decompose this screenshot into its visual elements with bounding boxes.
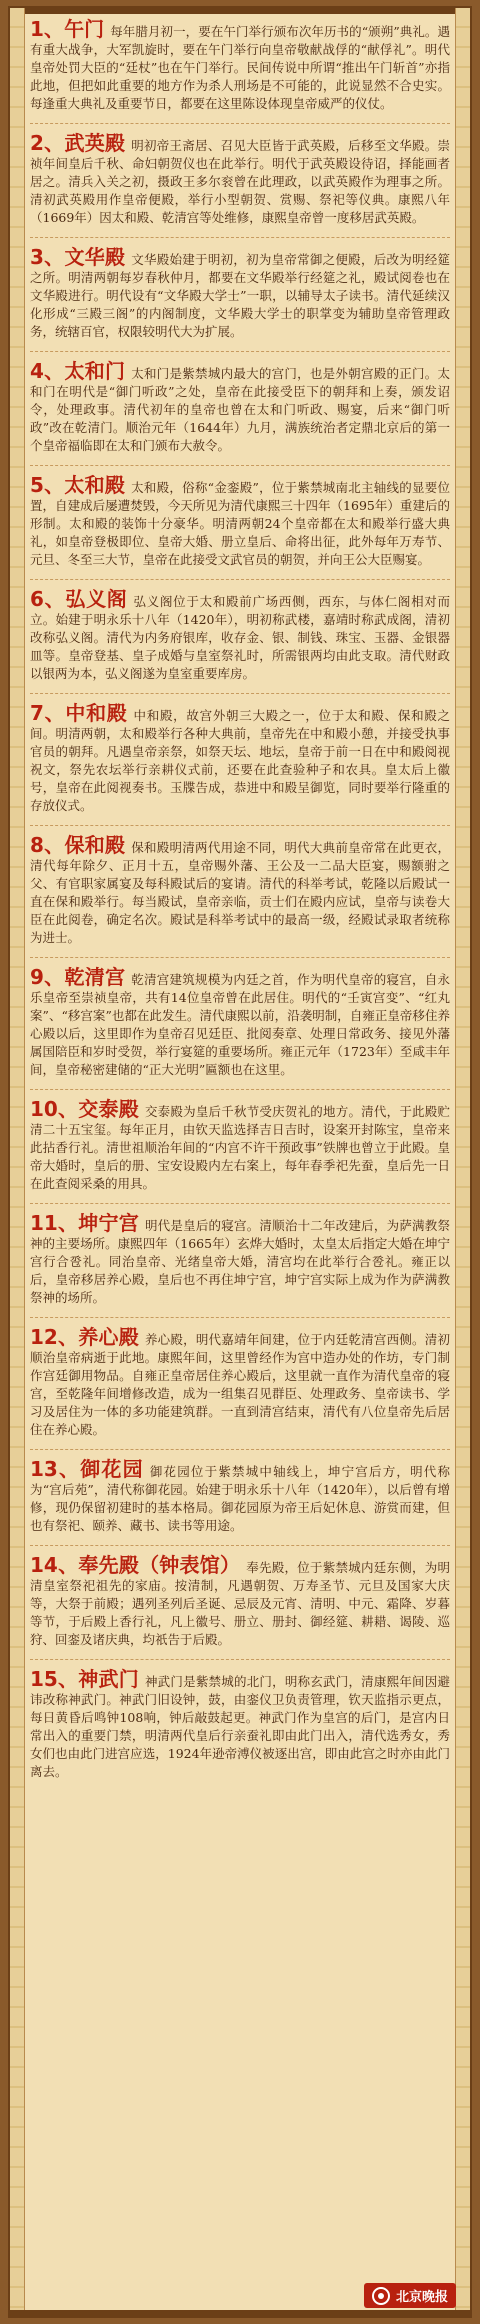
section-title: 奉先殿（钟表馆） (78, 1553, 241, 1577)
scroll-top-rod (10, 8, 470, 14)
section-paragraph (30, 1457, 450, 1535)
section-zhonghedian (30, 701, 450, 826)
section-qianqinggong (30, 965, 451, 1090)
section-text: 养心殿，明代嘉靖年间建，位于内廷乾清宫西侧。清初顺治皇帝病逝于此地。康熙年间，这里曾经作为宫中造办处的作坊，专门制作宫廷御用物品。自雍正皇帝居住养心殿后，这里就一直作为清代皇帝的寝宫，至乾隆年间增修改造，成为一组集召见群臣、处理政务、皇帝读书、学习及居住为一体的多功能建筑群。一直到清宫结束，清代有八位皇帝先后居住在养心殿。 (30, 1332, 450, 1437)
section-paragraph (30, 1211, 450, 1307)
divider (30, 237, 450, 238)
section-number: 15、 (30, 1667, 79, 1691)
divider (30, 579, 450, 580)
section-yuhuayuan (30, 1457, 450, 1546)
section-paragraph (30, 1667, 450, 1781)
section-number: 9、 (30, 965, 65, 989)
section-taihedian (30, 473, 450, 580)
section-title: 保和殿 (64, 833, 126, 857)
section-number: 1、 (30, 17, 65, 41)
section-number: 2、 (30, 131, 65, 155)
scroll-right-edge (455, 8, 470, 2316)
section-paragraph (30, 1097, 450, 1193)
scroll-frame (8, 6, 472, 2318)
section-title: 午门 (64, 17, 105, 41)
section-taihemen (30, 359, 451, 466)
section-text: 弘义阁位于太和殿前广场西侧，西东，与体仁阁相对而立。始建于明永乐十八年（1420年），明初称武楼，嘉靖时称武成阁，清初改称弘义阁。清代为内务府银库，收存金、银、制钱、珠宝、玉器、金银器皿等。皇帝登基、皇子成婚与皇室祭礼时，所需银两均由此支取。清代财政以银两为本，弘义阁遂为皇室重要库房。 (30, 594, 450, 681)
divider (30, 957, 450, 958)
section-title: 御花园 (80, 1457, 144, 1481)
section-number: 4、 (30, 359, 65, 383)
section-shenwumen (30, 1667, 450, 1781)
section-text: 明初帝王斋居、召见大臣皆于武英殿，后移至文华殿。崇祯年间皇后千秋、命妇朝贺仪也在此举行。明代于武英殿设待诏，择能画者居之。清兵入关之初，摄政王多尔衮曾在此理政，以武英殿作为理事之所。清初武英殿用作皇帝便殿，举行小型朝贺、赏赐、祭祀等仪典。康熙八年（1669年）因太和殿、乾清宫等处维修，康熙皇帝曾一度移居武英殿。 (30, 138, 451, 225)
divider (30, 1203, 450, 1204)
section-paragraph (30, 1553, 450, 1649)
section-number: 8、 (30, 833, 65, 857)
section-title: 交泰殿 (78, 1097, 139, 1121)
section-text: 奉先殿，位于紫禁城内廷东侧，为明清皇室祭祀祖先的家庙。按清制，凡遇朝贺、万寿圣节、元旦及国家大庆等，大祭于前殿；遇列圣列后圣诞、忌辰及元宵、清明、中元、霜降、岁暮等节，于后殿上香行礼，凡上徽号、册立、册封、御经筵、耕耤、谒陵、巡狩、回銮及诸庆典，均祇告于后殿。 (30, 1560, 450, 1647)
divider (30, 693, 450, 694)
section-text: 文华殿始建于明初，初为皇帝常御之便殿，后改为明经筵之所。明清两朝每岁春秋仲月，都要在文华殿举行经筵之礼，殿试阅卷也在文华殿进行。明代设有“文华殿大学士”一职，以辅导太子读书。清代延续汉化形成“三殿三阁”的内阁制度，文华殿大学士的职掌变为辅助皇帝管理政务，统辖百官，权限较明代大为扩展。 (30, 252, 451, 339)
section-paragraph (30, 473, 450, 569)
scroll-left-edge (10, 8, 25, 2316)
section-number: 10、 (30, 1097, 79, 1121)
divider (30, 351, 450, 352)
section-title: 神武门 (78, 1667, 139, 1691)
section-text: 太和殿，俗称“金銮殿”，位于紫禁城南北主轴线的显要位置，自建成后屡遭焚毁，今天所见为清代康熙三十四年（1695年）重建后的形制。太和殿的装饰十分豪华。明清两朝24个皇帝都在太和殿举行盛大典礼，如皇帝登极即位、皇帝大婚、册立皇后、命将出征，此外每年万寿节、元旦、冬至三大节，皇帝在此接受文武官员的朝贺，并向王公大臣赐宴。 (30, 480, 450, 567)
section-number: 6、 (30, 587, 66, 611)
section-text: 中和殿，故宫外朝三大殿之一，位于太和殿、保和殿之间。明清两朝，太和殿举行各种大典前，皇帝先在中和殿小憩，并接受执事官员的朝拜。凡遇皇帝亲祭，如祭天坛、地坛，皇帝于前一日在中和殿阅视祝文，祭先农坛举行亲耕仪式前，还要在此查验种子和农具。皇太后上徽号，皇帝在此阅视奏书。玉牒告成，恭进中和殿呈御览，同时要举行隆重的存放仪式。 (30, 708, 450, 813)
section-jiaotaidian (30, 1097, 450, 1204)
section-title: 太和殿 (64, 473, 126, 497)
divider (30, 123, 450, 124)
section-number: 11、 (30, 1211, 79, 1235)
section-title: 文华殿 (64, 245, 126, 269)
section-title: 中和殿 (65, 701, 128, 725)
section-kunninggong (30, 1211, 450, 1318)
divider (30, 1317, 450, 1318)
section-title: 武英殿 (64, 131, 126, 155)
divider (30, 1659, 450, 1660)
section-text: 乾清宫建筑规模为内廷之首，作为明代皇帝的寝宫，自永乐皇帝至崇祯皇帝，共有14位皇帝曾在此居住。明代的“壬寅宫变”、“红丸案”、“移宫案”也都在此发生。清代康熙以前，沿袭明制，自雍正皇帝移住养心殿以后，这里即作为皇帝召见廷臣、批阅奏章、处理日常政务、接见外藩属国陪臣和岁时受贺，举行宴筵的重要场所。雍正元年（1723年）至咸丰年间，皇帝秘密建储的“正大光明”匾额也在这里。 (30, 972, 451, 1077)
section-wumen (30, 17, 451, 124)
section-title: 太和门 (64, 359, 126, 383)
divider (30, 1545, 450, 1546)
section-text: 明代是皇后的寝宫。清顺治十二年改建后，为萨满教祭神的主要场所。康熙四年（1665年）玄烨大婚时，太皇太后指定大婚在坤宁宫行合卺礼。同治皇帝、光绪皇帝大婚，清宫均在此举行合卺礼。雍正以后，皇帝移居养心殿，皇后也不再住坤宁宫，坤宁宫实际上成为作为萨满教祭神的场所。 (30, 1218, 450, 1305)
weibo-logo-icon (372, 2287, 390, 2305)
section-text: 神武门是紫禁城的北门，明称玄武门，清康熙年间因避讳改称神武门。神武门旧设钟，鼓，由銮仪卫负责管理，钦天监指示更点，每日黄昏后鸣钟108响，钟后敲鼓起更。神武门作为皇宫的后门，是宫内日常出入的重要门禁，明清两代皇后行亲蚕礼即由此门出入，清代选秀女，秀女们也由此门进宫应选，1924年逊帝溥仪被逐出宫，即由此宫之时亦由此门离去。 (30, 1674, 450, 1779)
section-baohedian (30, 833, 451, 958)
section-paragraph (30, 833, 451, 947)
section-paragraph (30, 587, 450, 683)
divider (30, 825, 450, 826)
watermark-text: 北京晚报 (395, 2290, 448, 2305)
section-text: 交泰殿为皇后千秋节受庆贺礼的地方。清代，于此殿贮清二十五宝玺。每年正月，由钦天监选择吉日吉时，设案开封陈宝，皇帝来此拈香行礼。清世祖顺治年间的“内宫不许干预政事”铁牌也曾立于此殿。皇帝大婚时，皇后的册、宝安设殿内左右案上，每年春季祀先蚕，皇后先一日在此查阅采桑的用具。 (30, 1104, 450, 1191)
section-paragraph (30, 701, 450, 815)
section-title: 弘义阁 (65, 587, 128, 611)
section-number: 14、 (30, 1553, 79, 1577)
section-hongyige (30, 587, 450, 694)
section-paragraph (30, 245, 451, 341)
section-title: 坤宁宫 (78, 1211, 139, 1235)
divider (30, 465, 450, 466)
section-text: 御花园位于紫禁城中轴线上，坤宁宫后方，明代称为“宫后苑”，清代称御花园。始建于明永乐十八年（1420年），以后曾有增修，现仍保留初建时的基本格局。御花园原为帝王后妃休息、游赏而建，但也有祭祀、颐养、藏书、读书等用途。 (30, 1464, 450, 1533)
section-wuyingdian (30, 131, 451, 238)
section-paragraph (30, 359, 451, 455)
section-number: 7、 (30, 701, 66, 725)
section-text: 太和门是紫禁城内最大的宫门，也是外朝宫殿的正门。太和门在明代是“御门听政”之处，皇帝在此接受臣下的朝拜和上奏，颁发诏令，处理政事。清代初年的皇帝也曾在太和门听政、赐宴，后来“御门听政”改在乾清门。顺治元年（1644年）九月，满族统治者定鼎北京后的第一个皇帝福临即在太和门颁布大赦令。 (30, 366, 451, 453)
palace-list (30, 17, 451, 2256)
section-title: 养心殿 (78, 1325, 139, 1349)
section-number: 12、 (30, 1325, 79, 1349)
section-wenhuadian (30, 245, 451, 352)
section-title: 乾清宫 (64, 965, 126, 989)
section-yangxindian (30, 1325, 450, 1450)
section-number: 3、 (30, 245, 65, 269)
divider (30, 1089, 450, 1090)
watermark (364, 2283, 456, 2308)
section-paragraph (30, 131, 451, 227)
scroll-bottom-rod (10, 2310, 470, 2316)
section-paragraph (30, 17, 451, 113)
section-paragraph (30, 1325, 450, 1439)
section-text: 每年腊月初一，要在午门举行颁布次年历书的“颁朔”典礼。遇有重大战争，大军凯旋时，要在午门举行向皇帝敬献战俘的“献俘礼”。明代皇帝处罚大臣的“廷杖”也在午门举行。民间传说中所谓“推出午门斩首”亦指此地，但把如此重要的地方作为杀人刑场是不可能的，此说显然不合史实。每逢重大典礼及重要节日，都要在这里陈设体现皇帝威严的仪仗。 (30, 24, 451, 111)
section-text: 保和殿明清两代用途不同，明代大典前皇帝常在此更衣，清代每年除夕、正月十五，皇帝赐外藩、王公及一二品大臣宴，赐额驸之父、有官职家属宴及每科殿试后的宴请。清代的科举考试，乾隆以后殿试一直在保和殿举行。每当殿试，皇帝亲临，贡士们在殿内应试，皇帝与读卷大臣在此阅卷，确定名次。殿试是科举考试中的最高一级，经殿试录取者统称为进士。 (30, 840, 451, 945)
section-paragraph (30, 965, 451, 1079)
section-fengxiandian (30, 1553, 450, 1660)
divider (30, 1449, 450, 1450)
section-number: 13、 (30, 1457, 81, 1481)
section-number: 5、 (30, 473, 65, 497)
